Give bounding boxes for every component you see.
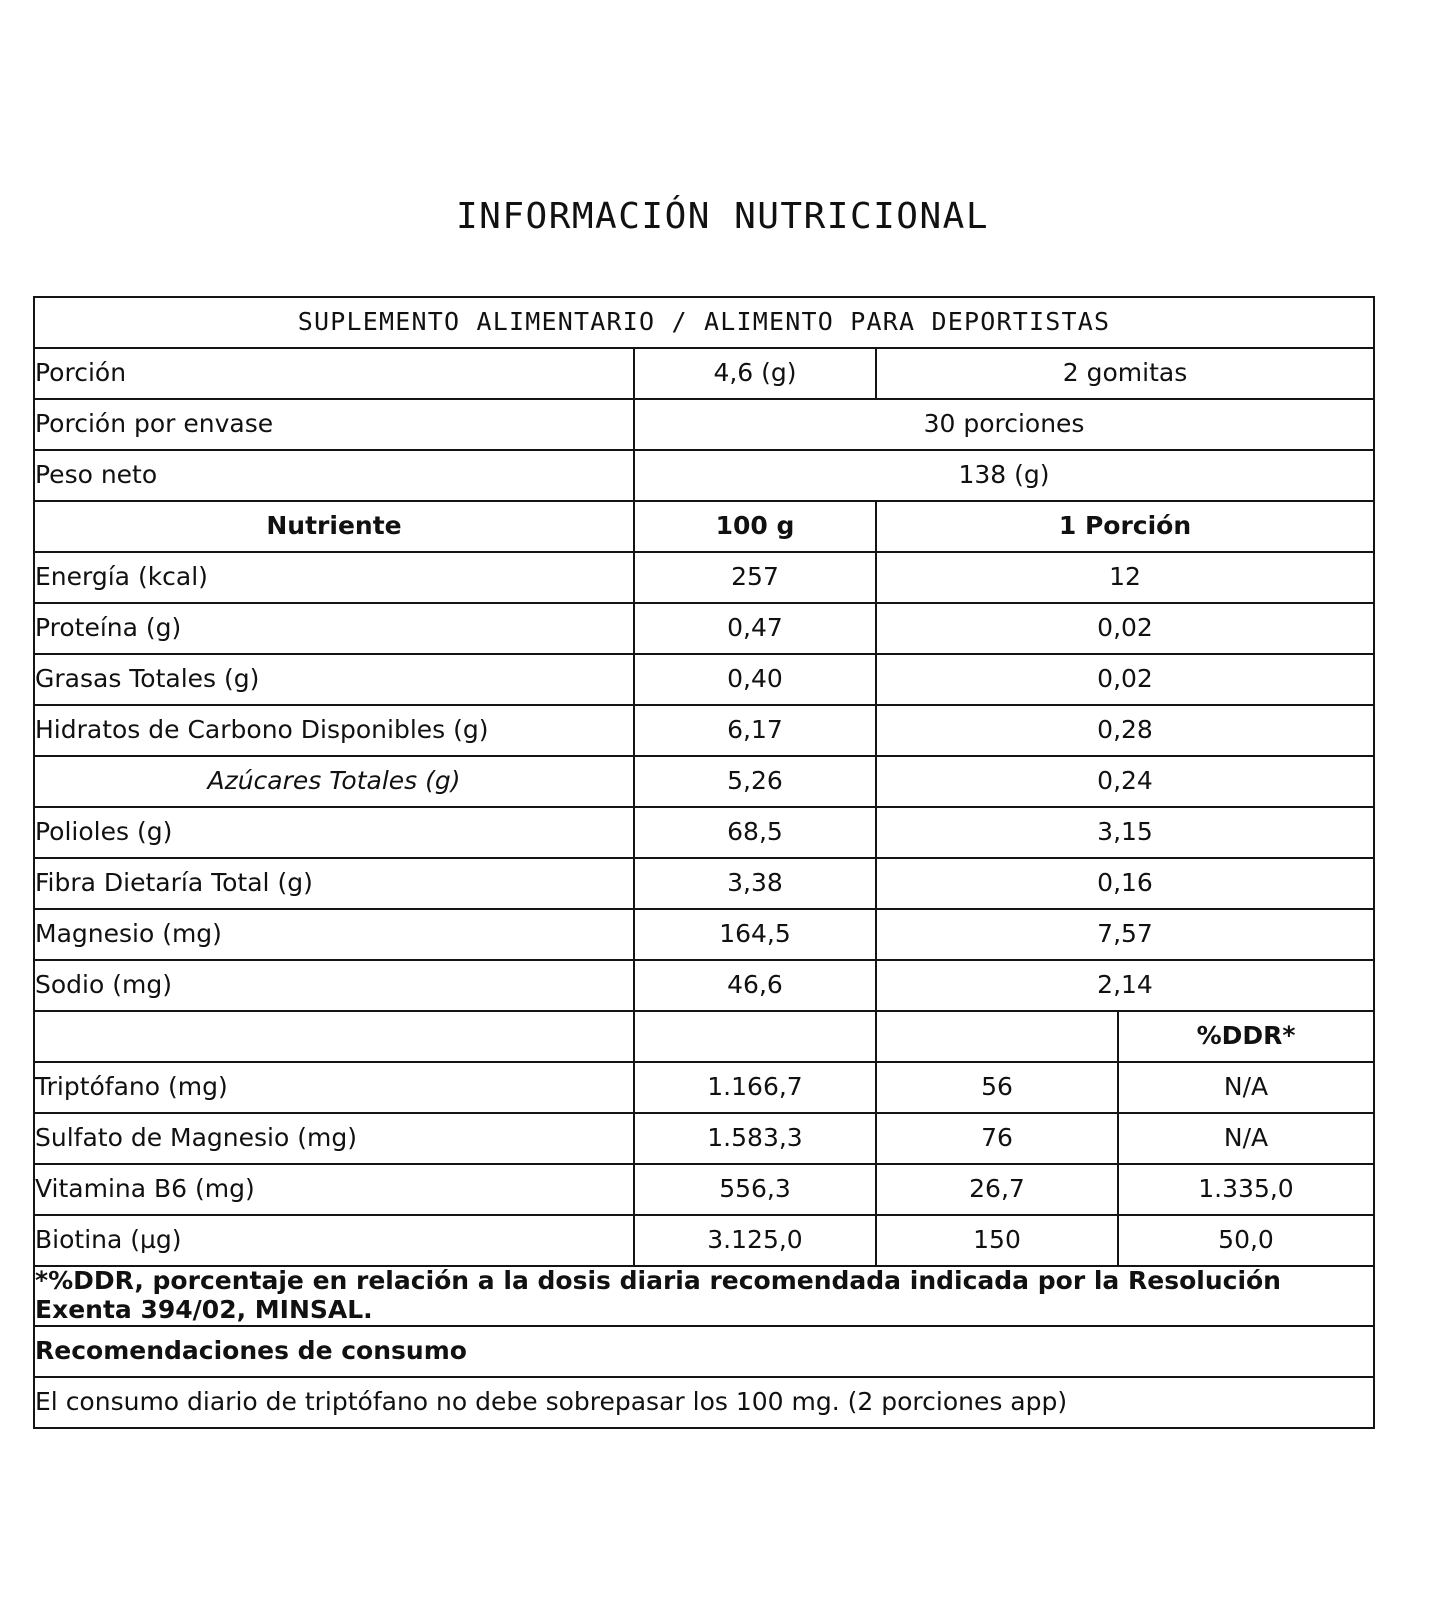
active-name: Biotina (µg) — [34, 1215, 634, 1266]
active-ddr: 50,0 — [1118, 1215, 1374, 1266]
table-row-recommendations-title — [34, 1326, 1374, 1377]
nutrient-name: Grasas Totales (g) — [34, 654, 634, 705]
active-per-portion: 76 — [876, 1113, 1118, 1164]
table-row — [34, 909, 1374, 960]
nutrient-per-100g: 0,47 — [634, 603, 876, 654]
table-row — [34, 807, 1374, 858]
nutrient-per-100g: 68,5 — [634, 807, 876, 858]
table-row — [34, 756, 1374, 807]
nutrition-table — [33, 296, 1375, 1429]
nutrient-per-100g: 3,38 — [634, 858, 876, 909]
table-row-net-weight — [34, 450, 1374, 501]
per-container-value: 30 porciones — [634, 399, 1374, 450]
nutrient-name: Azúcares Totales (g) — [34, 756, 634, 807]
active-ddr: N/A — [1118, 1062, 1374, 1113]
active-per-portion: 56 — [876, 1062, 1118, 1113]
active-per-portion: 26,7 — [876, 1164, 1118, 1215]
nutrient-per-100g: 0,40 — [634, 654, 876, 705]
active-per-100g: 1.583,3 — [634, 1113, 876, 1164]
column-header-portion: 1 Porción — [876, 501, 1374, 552]
portion-label: Porción — [34, 348, 634, 399]
table-row-banner — [34, 297, 1374, 348]
nutrient-per-portion: 0,28 — [876, 705, 1374, 756]
ddr-header-spacer-3 — [876, 1011, 1118, 1062]
table-row-ddr-header — [34, 1011, 1374, 1062]
ddr-header-spacer — [34, 1011, 634, 1062]
net-weight-label: Peso neto — [34, 450, 634, 501]
table-row — [34, 705, 1374, 756]
product-category-banner: SUPLEMENTO ALIMENTARIO / ALIMENTO PARA DEPORTISTAS — [34, 297, 1374, 348]
nutrient-per-portion: 0,02 — [876, 603, 1374, 654]
table-row-recommendations-text — [34, 1377, 1374, 1428]
table-row — [34, 1113, 1374, 1164]
nutrient-name: Fibra Dietaría Total (g) — [34, 858, 634, 909]
nutrient-per-portion: 3,15 — [876, 807, 1374, 858]
nutrient-name: Magnesio (mg) — [34, 909, 634, 960]
nutrient-per-100g: 6,17 — [634, 705, 876, 756]
nutrition-table-container — [33, 296, 1373, 1429]
nutrient-per-portion: 0,16 — [876, 858, 1374, 909]
nutrient-per-portion: 0,24 — [876, 756, 1374, 807]
nutrient-per-portion: 7,57 — [876, 909, 1374, 960]
active-per-100g: 1.166,7 — [634, 1062, 876, 1113]
table-row-portion — [34, 348, 1374, 399]
nutrient-per-portion: 12 — [876, 552, 1374, 603]
table-row — [34, 858, 1374, 909]
active-ddr: 1.335,0 — [1118, 1164, 1374, 1215]
column-header-nutrient: Nutriente — [34, 501, 634, 552]
active-ddr: N/A — [1118, 1113, 1374, 1164]
recommendations-text: El consumo diario de triptófano no debe sobrepasar los 100 mg. (2 porciones app) — [34, 1377, 1374, 1428]
table-row — [34, 1164, 1374, 1215]
nutrient-per-portion: 2,14 — [876, 960, 1374, 1011]
active-name: Vitamina B6 (mg) — [34, 1164, 634, 1215]
table-row — [34, 1062, 1374, 1113]
nutrient-name: Sodio (mg) — [34, 960, 634, 1011]
active-per-100g: 3.125,0 — [634, 1215, 876, 1266]
table-row-per-container — [34, 399, 1374, 450]
nutrient-name: Polioles (g) — [34, 807, 634, 858]
recommendations-title: Recomendaciones de consumo — [34, 1326, 1374, 1377]
nutrient-per-100g: 164,5 — [634, 909, 876, 960]
table-row — [34, 654, 1374, 705]
active-name: Sulfato de Magnesio (mg) — [34, 1113, 634, 1164]
nutrient-per-100g: 5,26 — [634, 756, 876, 807]
table-row — [34, 552, 1374, 603]
portion-units: 2 gomitas — [876, 348, 1374, 399]
table-row — [34, 960, 1374, 1011]
column-header-ddr: %DDR* — [1118, 1011, 1374, 1062]
net-weight-value: 138 (g) — [634, 450, 1374, 501]
ddr-header-spacer-2 — [634, 1011, 876, 1062]
nutrient-name: Proteína (g) — [34, 603, 634, 654]
table-row-footnote — [34, 1266, 1374, 1326]
per-container-label: Porción por envase — [34, 399, 634, 450]
portion-value: 4,6 (g) — [634, 348, 876, 399]
page-title: INFORMACIÓN NUTRICIONAL — [456, 196, 989, 237]
nutrient-name: Hidratos de Carbono Disponibles (g) — [34, 705, 634, 756]
table-row — [34, 603, 1374, 654]
ddr-footnote: *%DDR, porcentaje en relación a la dosis diaria recomendada indicada por la Resolución Exenta 394/02, MINSAL. — [34, 1266, 1374, 1326]
nutrient-per-100g: 257 — [634, 552, 876, 603]
nutrient-per-100g: 46,6 — [634, 960, 876, 1011]
table-row — [34, 1215, 1374, 1266]
active-per-100g: 556,3 — [634, 1164, 876, 1215]
active-name: Triptófano (mg) — [34, 1062, 634, 1113]
column-header-100g: 100 g — [634, 501, 876, 552]
nutrient-per-portion: 0,02 — [876, 654, 1374, 705]
table-row-column-headers — [34, 501, 1374, 552]
nutrient-name: Energía (kcal) — [34, 552, 634, 603]
active-per-portion: 150 — [876, 1215, 1118, 1266]
